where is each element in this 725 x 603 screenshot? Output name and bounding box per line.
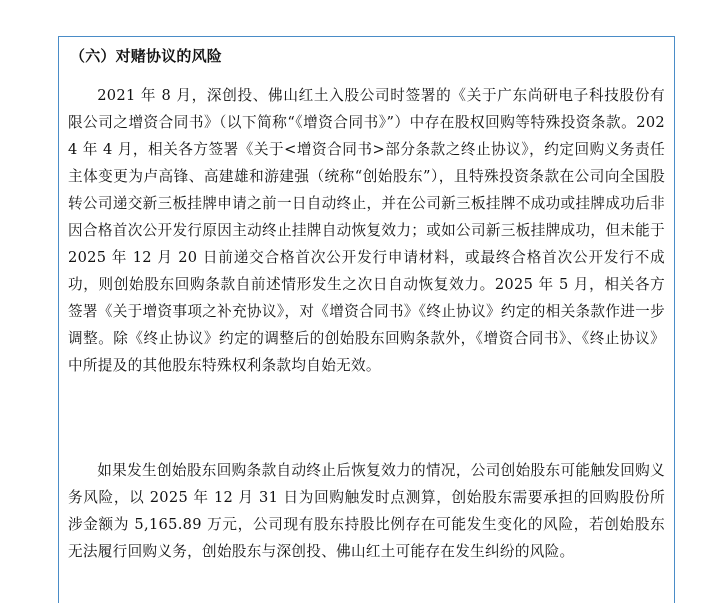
paragraph-repurchase-risk: 如果发生创始股东回购条款自动终止后恢复效力的情况，公司创始股东可能触发回购义务风险，以 2025 年 12 月 31 日为回购触发时点测算，创始股东需要承担的回购股份所涉金额为 5,165.89 万元，公司现有股东持股比例存在可能发生变化的风险，若创始股东无法履行回购义务，创始股东与深创投、佛山红土可能存在发生纠纷的风险。 — [68, 462, 665, 560]
paragraph-gambling-agreement-terms: 2021 年 8 月，深创投、佛山红土入股公司时签署的《关于广东尚研电子科技股份有限公司之增资合同书》（以下简称“《增资合同书》”）中存在股权回购等特殊投资条款。2024 年 4 月，相关各方签署《关于<增资合同书>部分条款之终止协议》，约定回购义务责任主体变更为卢高锋、高建雄和游建强（统称“创始股东”），且特殊投资条款在公司向全国股转公司递交新三板挂牌申请之前一日自动终止，并在公司新三板挂牌不成功或挂牌成功后非因合格首次公开发行原因主动终止挂牌自动恢复效力；或如公司新三板挂牌成功，但未能于 2025 年 12 月 20 日前递交合格首次公开发行申请材料，或最终合格首次公开发行不成功，则创始股东回购条款自前述情形发生之次日自动恢复效力。2025 年 5 月，相关各方签署《关于增资事项之补充协议》，对《增资合同书》《终止协议》约定的相关条款作进一步调整。除《终止协议》约定的调整后的创始股东回购条款外，《增资合同书》、《终止协议》中所提及的其他股东特殊权利条款均自始无效。 — [68, 87, 665, 374]
cutoff-text-strip — [70, 596, 490, 603]
next-heading-cutoff — [70, 594, 490, 603]
section-heading: （六）对赌协议的风险 — [70, 47, 223, 65]
